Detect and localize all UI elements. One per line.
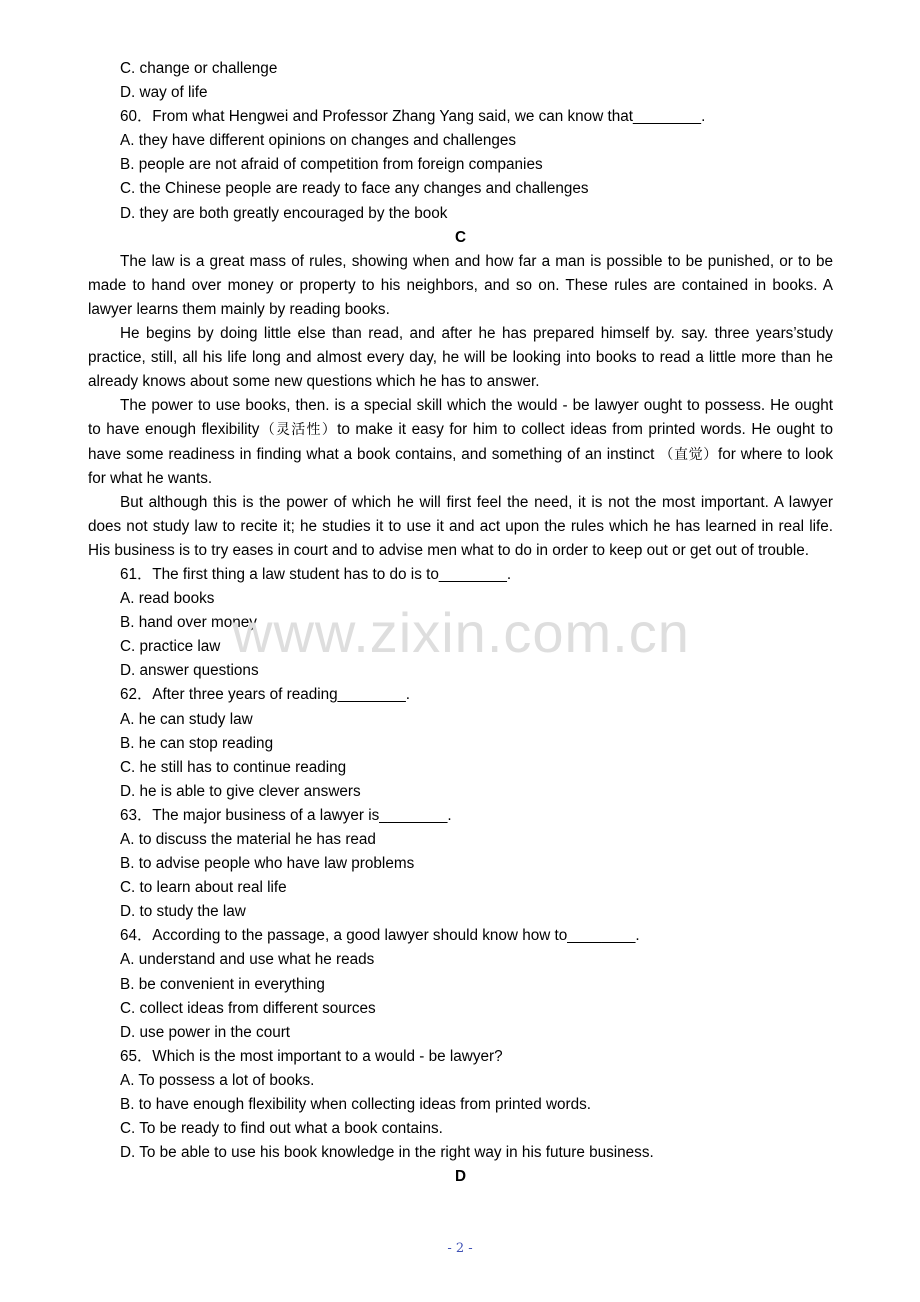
gloss-flexibility: （灵活性） xyxy=(259,422,338,439)
section-d-heading: D xyxy=(454,1168,467,1186)
option-62-d: D. he is able to give clever answers xyxy=(120,782,361,800)
option-62-a: A. he can study law xyxy=(120,710,253,728)
option-64-d: D. use power in the court xyxy=(120,1023,291,1041)
option-62-b: B. he can stop reading xyxy=(120,734,274,752)
question-61-stem: 61．The first thing a law student has to do is to________. xyxy=(120,565,512,583)
passage-paragraph-2: He begins by doing little else than read, and after he has prepared himself by. say. three years’study practice, still, all his life long and almost every day, he will be looking into books to read a little more than he already knows about some new questions which he has to answer. xyxy=(88,325,833,391)
passage-paragraph-3-part-2: to make it easy for him to collect ideas from printed words. He ought to have some readiness in finding what a book contains, and something of an instinct xyxy=(88,421,834,463)
option-60-c: C. the Chinese people are ready to face any changes and challenges xyxy=(120,180,589,198)
document-page xyxy=(88,57,833,1189)
option-61-d: D. answer questions xyxy=(120,662,259,680)
option-65-d: D. To be able to use his book knowledge in the right way in his future business. xyxy=(120,1144,654,1162)
option-64-b: B. be convenient in everything xyxy=(120,975,325,993)
question-64-stem: 64．According to the passage, a good lawyer should know how to________. xyxy=(120,927,640,945)
option-62-c: C. he still has to continue reading xyxy=(120,758,347,776)
passage-paragraph-4: But although this is the power of which he will first feel the need, it is not the most important. A lawyer does not study law to recite it; he studies it to use it and act upon the rules which he has learned in real life. His business is to try eases in court and to advise men what to do in order to keep out or get out of trouble. xyxy=(88,493,833,559)
option-61-c: C. practice law xyxy=(120,638,221,656)
option-65-c: C. To be ready to find out what a book contains. xyxy=(120,1120,443,1138)
option-59-d: D. way of life xyxy=(120,84,208,102)
option-63-a: A. to discuss the material he has read xyxy=(120,831,376,848)
watermark: www.zixin.com.cn xyxy=(232,601,690,664)
section-c-heading: C xyxy=(454,228,467,246)
option-65-b: B. to have enough flexibility when collecting ideas from printed words. xyxy=(120,1096,592,1114)
page-number: - 2 - xyxy=(447,1241,473,1256)
option-63-d: D. to study the law xyxy=(120,903,246,921)
option-60-b: B. people are not afraid of competition from foreign companies xyxy=(120,156,543,174)
passage-paragraph-1: The law is a great mass of rules, showing when and how far a man is possible to be punished, or to be made to hand over money or property to his neighbors, and so on. These rules are contained in books. A lawyer learns them mainly by reading books. xyxy=(88,252,833,318)
passage-paragraph-3 xyxy=(88,394,833,490)
option-64-a: A. understand and use what he reads xyxy=(120,951,375,969)
passage-paragraph-3-part-3: for where to look for what he wants. xyxy=(88,445,834,487)
gloss-instinct: （直觉） xyxy=(659,446,718,463)
option-60-d: D. they are both greatly encouraged by the book xyxy=(120,204,448,222)
option-61-a: A. read books xyxy=(120,590,215,608)
question-63-stem: 63．The major business of a lawyer is________. xyxy=(120,806,452,824)
option-60-a: A. they have different opinions on changes and challenges xyxy=(120,132,517,150)
question-62-stem: 62．After three years of reading________. xyxy=(120,686,410,704)
question-65-stem: 65．Which is the most important to a would - be lawyer? xyxy=(120,1047,503,1065)
option-61-b: B. hand over money xyxy=(120,614,257,632)
passage-paragraph-3-part-1: The power to use books, then. is a special skill which the would - be lawyer ought to possess. He ought to have enough flexibility xyxy=(88,397,833,439)
option-64-c: C. collect ideas from different sources xyxy=(120,999,376,1017)
option-65-a: A. To possess a lot of books. xyxy=(120,1071,315,1089)
option-59-c: C. change or challenge xyxy=(120,60,278,77)
question-60-stem: 60．From what Hengwei and Professor Zhang Yang said, we can know that________. xyxy=(120,108,706,126)
option-63-b: B. to advise people who have law problems xyxy=(120,855,415,873)
option-63-c: C. to learn about real life xyxy=(120,879,287,897)
